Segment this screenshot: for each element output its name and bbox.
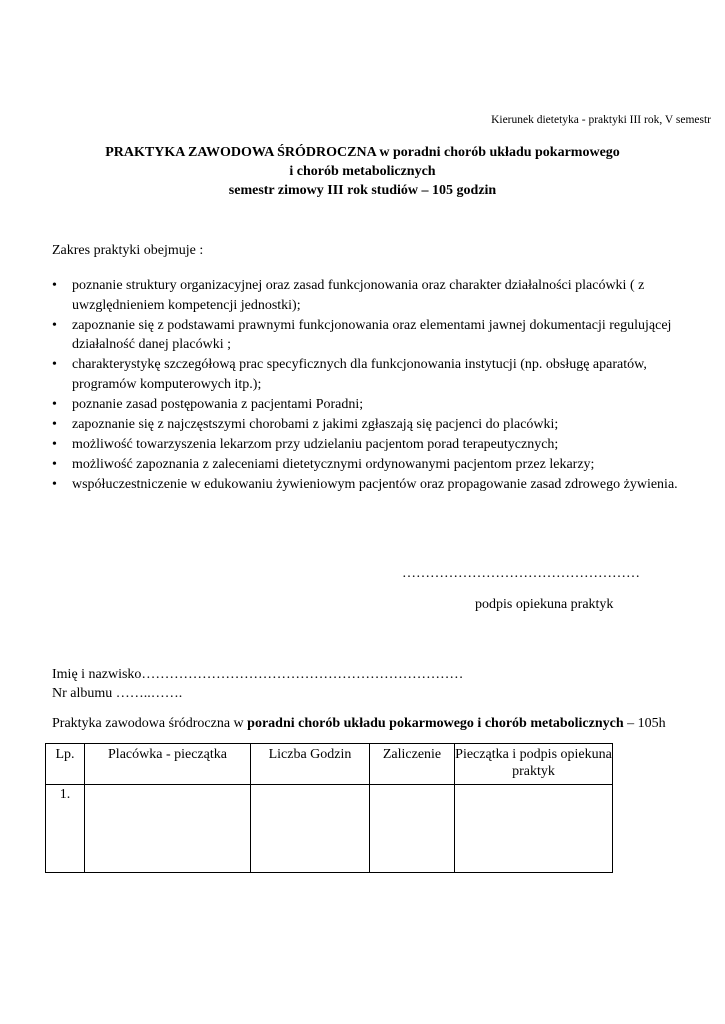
list-item (52, 276, 692, 315)
table-header-row (46, 744, 613, 785)
header-note: Kierunek dietetyka - praktyki III rok, V semestr (491, 114, 711, 126)
table-cell: 1. (46, 785, 85, 873)
student-name-field: Imię i nazwisko…………………………………………………………… (52, 667, 464, 682)
bullet-icon: • (52, 456, 57, 472)
column-header-zaliczenie: Zaliczenie (370, 744, 455, 785)
list-item (52, 355, 692, 394)
list-item-text: możliwość zapoznania z zaleceniami dietetycznymi ordynowanymi pacjentom przez lekarzy; (72, 456, 595, 472)
scope-label: Zakres praktyki obejmuje : (52, 243, 204, 258)
bullet-icon: • (52, 357, 57, 372)
list-item-text: możliwość towarzyszenia lekarzom przy udzielaniu pacjentom porad terapeutycznych; (72, 436, 559, 452)
bullet-icon: • (52, 436, 57, 452)
column-header-godziny: Liczba Godzin (251, 744, 370, 785)
list-item (52, 455, 692, 475)
list-item-text: zapoznanie się z podstawami prawnymi funkcjonowania oraz elementami jawnej dokumentacji regulującej działalność danej placówki ; (72, 317, 672, 352)
bullet-icon: • (52, 278, 57, 293)
column-header-pieczatka: Pieczątka i podpis opiekuna praktyk (455, 744, 613, 785)
list-item (52, 395, 692, 415)
summary-suffix: – 105h (623, 716, 666, 731)
document-title (0, 143, 725, 200)
bullet-icon: • (52, 476, 57, 492)
summary-bold: poradni chorób układu pokarmowego i chorób metabolicznych (247, 716, 624, 731)
summary-prefix: Praktyka zawodowa śródroczna w (52, 716, 248, 731)
practice-table (45, 743, 613, 873)
signature-label: podpis opiekuna praktyk (475, 597, 614, 612)
signature-line: …………………………………………… (402, 566, 640, 581)
list-item-text: poznanie struktury organizacyjnej oraz zasad funkcjonowania oraz charakter działalności placówki ( z uwzględnieniem kompetencji jednostki); (72, 278, 645, 313)
list-item (52, 415, 692, 435)
title-line-2: i chorób metabolicznych (289, 164, 436, 179)
list-item-text: współuczestniczenie w edukowaniu żywieniowym pacjentów oraz propagowanie zasad zdrowego żywienia. (72, 476, 678, 492)
bullet-icon: • (52, 396, 57, 412)
list-item (52, 316, 692, 355)
table-cell (85, 785, 251, 873)
table-cell (370, 785, 455, 873)
bullet-icon: • (52, 416, 57, 432)
list-item (52, 475, 692, 495)
title-line-1: PRAKTYKA ZAWODOWA ŚRÓDROCZNA w poradni chorób układu pokarmowego (105, 145, 620, 160)
list-item (52, 435, 692, 455)
table-cell (455, 785, 613, 873)
list-item-text: zapoznanie się z najczęstszymi chorobami z jakimi zgłaszają się pacjenci do placówki; (72, 416, 559, 432)
album-number-field: Nr albumu ……..……. (52, 686, 183, 701)
column-header-lp: Lp. (46, 744, 85, 785)
column-header-placowka: Placówka - pieczątka (85, 744, 251, 785)
list-item-text: poznanie zasad postępowania z pacjentami Poradni; (72, 396, 364, 412)
table-row (46, 785, 613, 873)
bullet-icon: • (52, 317, 57, 333)
table-cell (251, 785, 370, 873)
practice-summary (52, 716, 666, 732)
title-line-3: semestr zimowy III rok studiów – 105 godzin (228, 183, 497, 198)
scope-list (52, 276, 692, 495)
list-item-text: charakterystykę szczegółową prac specyficznych dla funkcjonowania instytucji (np. obsługę aparatów, programów komputerowych itp.); (72, 357, 647, 392)
